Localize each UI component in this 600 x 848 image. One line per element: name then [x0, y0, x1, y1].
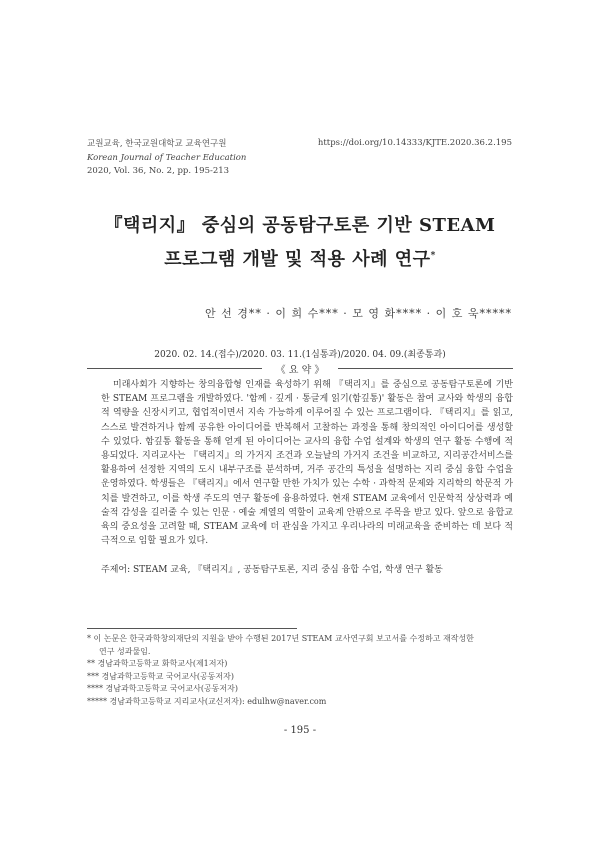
journal-name-en: Korean Journal of Teacher Education: [87, 152, 247, 163]
footnote-3: *** 경남과학고등학교 국어교사(공동저자): [87, 671, 234, 681]
title-line-1: 『택리지』 중심의 공동탐구토론 기반 STEAM: [104, 215, 496, 236]
paper-title: [60, 211, 540, 275]
page-number: - 195 -: [283, 725, 317, 736]
footnote-4: **** 경남과학고등학교 국어교사(공동저자): [87, 684, 238, 693]
footnote-1: * 이 논문은 한국과학창의재단의 지원을 받아 수행된 2017년 STEAM 교사연구회 보고서를 수정하고 재작성한 연구 성과물임.: [87, 634, 474, 656]
footnote-2: ** 경남과학고등학교 화학교사(제1저자): [87, 659, 228, 668]
journal-name-ko: 교원교육, 한국교원대학교 교육연구원: [87, 139, 227, 149]
footnote-rule: [87, 628, 297, 629]
submission-dates: 2020. 02. 14.(접수)/2020. 03. 11.(1심통과)/2020. 04. 09.(최종통과): [154, 350, 446, 360]
summary-heading: 《 요 약 》: [0, 361, 600, 376]
keywords: 주제어: STEAM 교육, 『택리지』, 공동탐구토론, 지리 중심 융합 수업, 학생 연구 활동: [101, 565, 443, 575]
abstract-text: 미래사회가 지향하는 창의융합형 인재를 육성하기 위해 『택리지』를 중심으로 공동탐구토론에 기반한 STEAM 프로그램을 개발하였다. '함께 · 깊게 · 통글게 읽기(함깊통)' 활동은 참여 교사와 학생의 융합적 역량을 신장시키고, 협업적이면서 지속 가능하게 이루어질 수 있는 프로그램이다. 『택리지』를 읽고, 스스로 발견하거나 함께 공유한 아이디어를 반복해서 고찰하는 과정을 통해 창의적인 아이디어를 생성할 수 있었다. 함깊통 활동을 통해 얻게 된 아이디어는 교사의 융합 수업 설계와 학생의 연구 활동 수행에 적용되었다. 지리교사는 『택리지』의 가거지 조건과 오늘날의 가거지 조건을 비교하고, 지리공간서비스를 활용하여 선정한 지역의 도시 내부구조를 분석하며, 거주 공간의 특성을 설명하는 지리 중심 융합 수업을 운영하였다. 학생들은 『택리지』에서 연구할 만한 가치가 있는 수학 · 과학적 문제와 지리학의 학문적 가치를 발견하고, 이를 학생 주도의 연구 활동에 융용하였다. 현재 STEAM 교육에서 인문학적 상상력과 예술적 감성을 길러줄 수 있는 인문 · 예술 계열의 역할이 교육계 안팎으로 주목을 받고 있다. 앞으로 융합교육의 중요성을 고려할 때, STEAM 교육에 더 관심을 가지고 우리나라의 미래교육을 준비하는 데 보다 적극적으로 임할 필요가 있다.: [101, 380, 513, 547]
journal-header: [87, 138, 246, 179]
doi-link[interactable]: https://doi.org/10.14333/KJTE.2020.36.2.195: [317, 138, 512, 148]
title-footnote-mark: *: [430, 251, 436, 261]
footnote-5: ***** 경남과학고등학교 지리교사(교신저자): edulhw@naver.com: [87, 696, 327, 706]
journal-volume: 2020, Vol. 36, No. 2, pp. 195-213: [87, 166, 230, 176]
footnotes: [87, 633, 517, 708]
author-list: 안 선 경** · 이 희 수*** · 모 영 화**** · 이 호 욱*****: [205, 307, 512, 320]
title-line-2: 프로그램 개발 및 적용 사례 연구*: [164, 249, 436, 270]
